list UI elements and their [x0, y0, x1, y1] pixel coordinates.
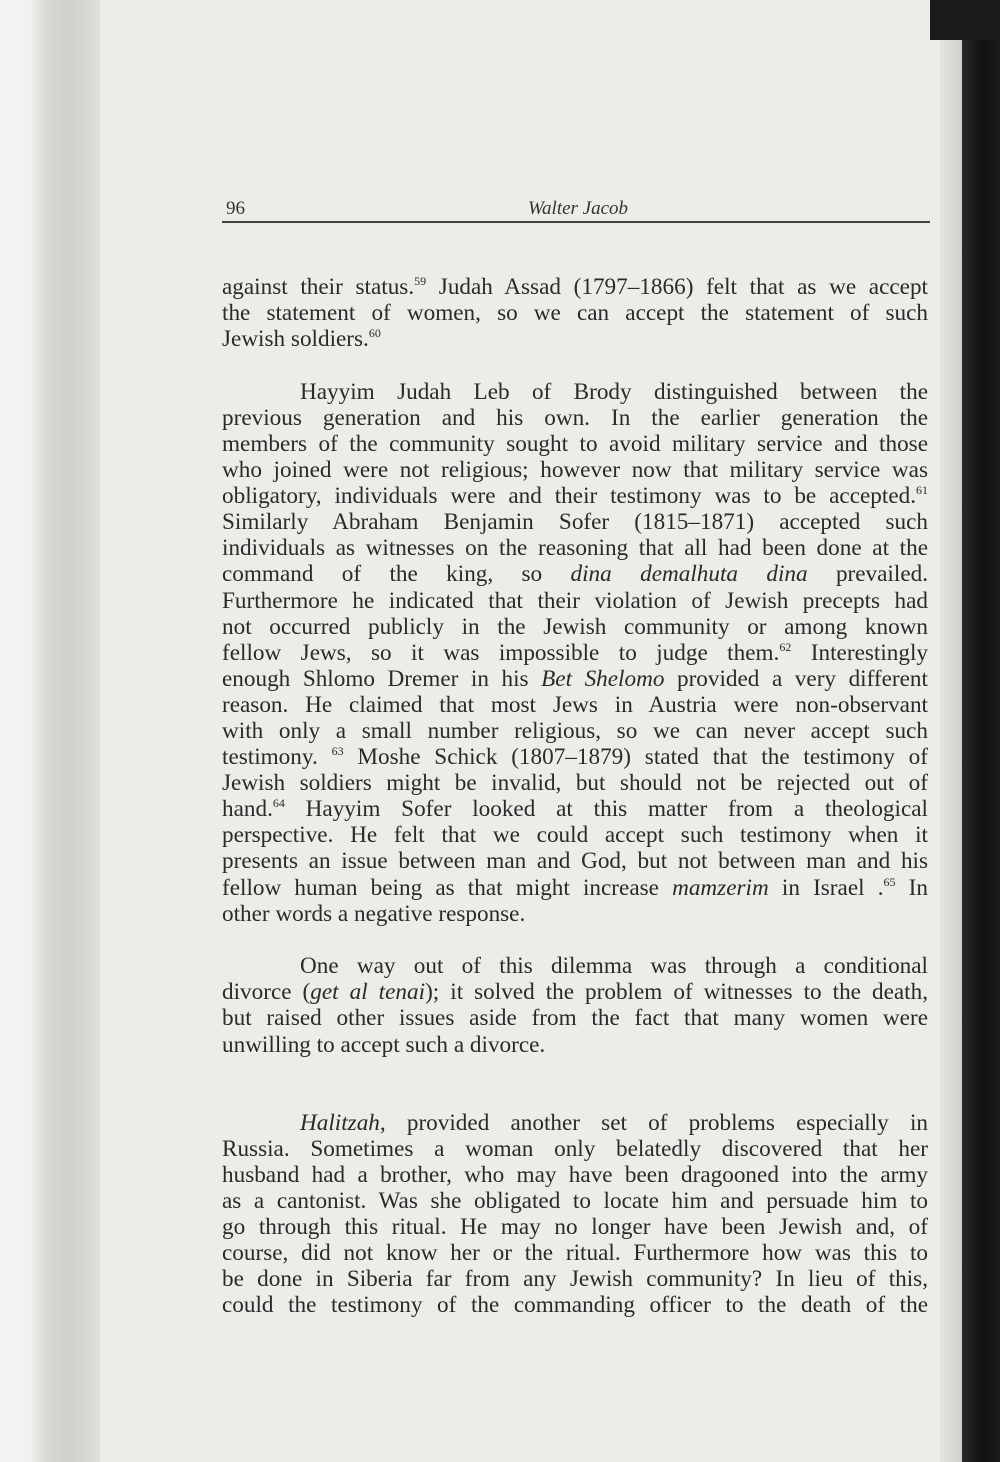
text-run: but raised other issues aside from the fact that many women were: [222, 1005, 928, 1032]
text-run: who joined were not religious; however now that military service was: [222, 457, 928, 484]
text-line: [222, 483, 928, 509]
text-run: Interestingly: [791, 639, 928, 666]
footnote-ref: 61: [916, 483, 928, 498]
text-run: Hayyim Sofer looked at this matter from a theological: [284, 796, 928, 823]
text-run: In: [895, 874, 928, 901]
text-run: obligatory, individuals were and their testimony was to be accepted.: [222, 483, 916, 510]
text-run: Judah Assad (1797–1866) felt that as we accept: [426, 274, 928, 300]
text-line: [222, 796, 928, 822]
paragraph: [222, 274, 928, 352]
text-run: divorce (: [222, 979, 311, 1006]
text-run: provided a very different: [664, 665, 928, 692]
text-line: [222, 1266, 928, 1292]
text-run: other words a negative response.: [222, 900, 526, 927]
paragraph: [222, 953, 928, 1057]
text-line: [222, 457, 928, 483]
text-run: fellow human being as that might increase: [222, 874, 673, 901]
text-run: not occurred publicly in the Jewish community or among known: [222, 613, 928, 640]
text-line: [222, 326, 928, 352]
text-run: Russia. Sometimes a woman only belatedly discovered that her: [222, 1135, 928, 1162]
text-run: members of the community sought to avoid military service and those: [222, 430, 928, 457]
text-run: Similarly Abraham Benjamin Sofer (1815–1871) accepted such: [222, 509, 928, 536]
text-line: [222, 1136, 928, 1162]
text-line: [222, 692, 928, 718]
italic-term: get al tenai: [310, 979, 426, 1006]
italic-term: dina demalhuta dina: [570, 561, 808, 588]
text-run: unwilling to accept such a divorce.: [222, 1031, 546, 1058]
text-run: the statement of women, so we can accept the statement of such: [222, 300, 928, 327]
italic-term: Halitzah: [300, 1109, 380, 1136]
page-stack-edge-left: [0, 0, 110, 1462]
text-run: presents an issue between man and God, but not between man and his: [222, 848, 928, 875]
text-run: Hayyim Judah Leb of Brody distinguished between the: [300, 378, 928, 405]
text-run: hand.: [222, 796, 273, 823]
text-line: [222, 640, 928, 666]
text-run: against their status.: [222, 274, 415, 300]
footnote-ref: 65: [883, 874, 896, 889]
text-line: [222, 979, 928, 1005]
footnote-ref: 64: [272, 796, 285, 811]
text-run: reason. He claimed that most Jews in Austria were non-observant: [222, 691, 928, 718]
page-number: 96: [226, 198, 245, 219]
text-line: [222, 953, 928, 979]
text-run: Furthermore he indicated that their violation of Jewish precepts had: [222, 587, 928, 614]
header-rule: [222, 221, 930, 223]
text-run: command of the king, so: [222, 561, 571, 588]
text-line: [222, 379, 928, 405]
text-line: [222, 1005, 928, 1031]
text-line: [222, 535, 928, 561]
text-run: could the testimony of the commanding officer to the death of the: [222, 1292, 928, 1319]
text-line: [222, 666, 928, 692]
text-run: previous generation and his own. In the earlier generation the: [222, 404, 928, 431]
italic-term: mamzerim: [672, 874, 769, 901]
text-run: Jewish soldiers might be invalid, but should not be rejected out of: [222, 770, 928, 797]
italic-term: Bet Shelomo: [541, 665, 665, 692]
text-run: prevailed.: [807, 561, 928, 588]
text-line: [222, 1032, 928, 1058]
text-line: [222, 1188, 928, 1214]
paragraph-gap: [222, 927, 928, 954]
text-line: [222, 614, 928, 640]
footnote-ref: 63: [331, 744, 344, 759]
text-line: [222, 1110, 928, 1136]
text-run: perspective. He felt that we could accept such testimony when it: [222, 822, 928, 849]
text-line: [222, 431, 928, 457]
text-line: [222, 588, 928, 614]
text-line: [222, 901, 928, 927]
paragraph: [222, 379, 928, 927]
paragraph: [222, 1110, 928, 1319]
text-run: course, did not know her or the ritual. Furthermore how was this to: [222, 1240, 928, 1267]
running-header: [222, 196, 930, 222]
text-line: [222, 1292, 928, 1318]
footnote-ref: 60: [368, 326, 381, 341]
text-run: enough Shlomo Dremer in his: [222, 665, 542, 692]
text-line: [222, 300, 928, 326]
text-line: [222, 405, 928, 431]
text-line: [222, 770, 928, 796]
text-run: individuals as witnesses on the reasoning that all had been done at the: [222, 535, 928, 562]
page-gutter-right: [940, 0, 964, 1462]
text-line: [222, 1240, 928, 1266]
text-line: [222, 1162, 928, 1188]
paragraph-gap: [222, 1058, 928, 1110]
text-run: be done in Siberia far from any Jewish community? In lieu of this,: [222, 1266, 928, 1293]
text-line: [222, 744, 928, 770]
text-line: [222, 718, 928, 744]
footnote-ref: 59: [414, 274, 427, 288]
text-run: One way out of this dilemma was through a conditional: [300, 953, 928, 980]
text-run: Moshe Schick (1807–1879) stated that the testimony of: [343, 744, 928, 771]
scan-background-top: [930, 0, 1000, 40]
text-run: with only a small number religious, so we can never accept such: [222, 718, 928, 744]
text-line: [222, 822, 928, 848]
text-run: testimony.: [222, 744, 332, 771]
text-run: Jewish soldiers.: [222, 326, 369, 353]
text-line: [222, 509, 928, 535]
text-line: [222, 848, 928, 874]
paragraph-gap: [222, 352, 928, 379]
text-run: in Israel .: [768, 874, 884, 901]
running-head-author: Walter Jacob: [527, 198, 629, 219]
text-run: as a cantonist. Was she obligated to locate him and persuade him to: [222, 1187, 928, 1214]
text-run: ); it solved the problem of witnesses to the death,: [425, 979, 928, 1006]
text-line: [222, 875, 928, 901]
text-run: , provided another set of problems especially in: [379, 1109, 928, 1136]
text-run: fellow Jews, so it was impossible to judge them.: [222, 639, 780, 666]
text-line: [222, 1214, 928, 1240]
text-line: [222, 561, 928, 587]
text-run: husband had a brother, who may have been dragooned into the army: [222, 1161, 928, 1188]
scan-background-right: [962, 0, 1000, 1462]
body-text: [222, 274, 928, 1318]
text-run: go through this ritual. He may no longer have been Jewish and, of: [222, 1214, 928, 1240]
footnote-ref: 62: [779, 639, 792, 654]
text-line: [222, 274, 928, 300]
